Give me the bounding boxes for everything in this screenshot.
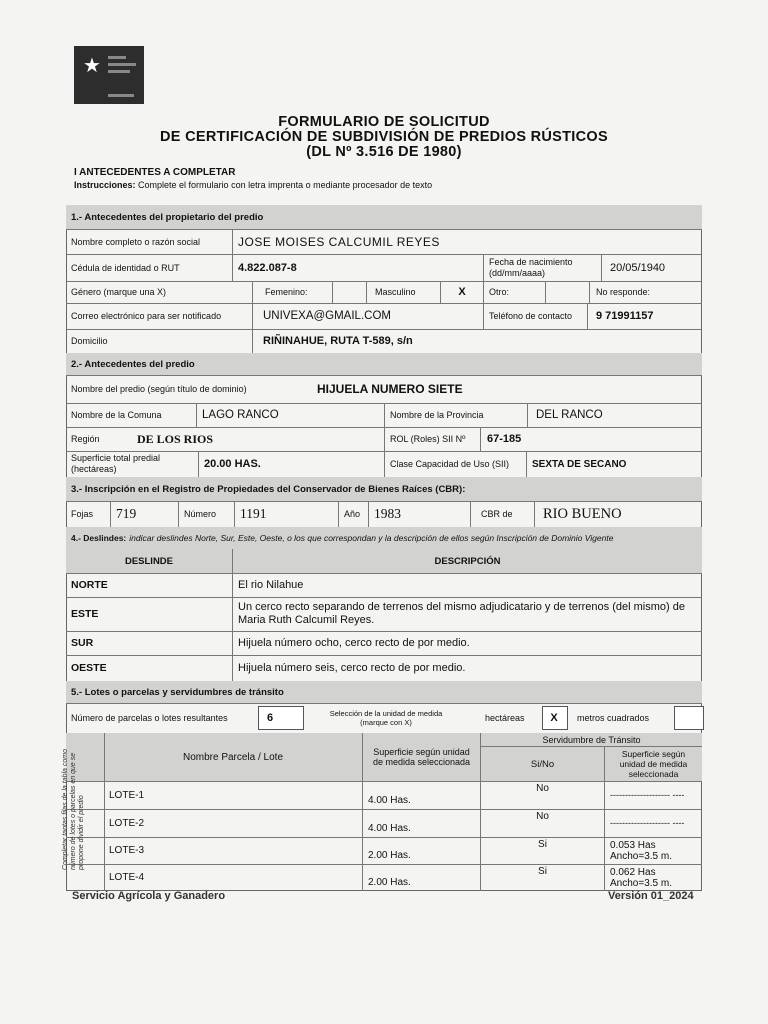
s1-rut-row [66,254,702,282]
lots-header [66,733,702,782]
section-heading: I ANTECEDENTES A COMPLETAR [74,167,236,178]
instructions-text: Complete el formulario con letra imprenta o mediante procesador de texto [138,180,433,190]
s4-header: 4.- Deslindes: indicar deslindes Norte, Sur, Este, Oeste, o los que correspondan y la descripción de ellos según Inscripción de Dominio Vigente [66,527,702,550]
title-line-3: (DL Nº 3.516 DE 1980) [306,144,462,160]
s2-region-row [66,427,702,452]
cbr-value[interactable]: RIO BUENO [534,501,702,527]
lot-row: LOTE-2 4.00 Has. No -------------------- ---- [66,809,702,838]
region-value[interactable]: DE LOS RIOS [137,431,214,446]
s4-row-sur: SUR Hijuela número ocho, cerco recto de por medio. [66,631,702,656]
hect-mark[interactable]: X [550,712,558,724]
s4-row-oeste: OESTE Hijuela número seis, cerco recto de por medio. [66,655,702,682]
rut-value[interactable]: 4.822.087-8 [232,254,483,281]
s1-email-row [66,303,702,330]
provincia-value[interactable]: DEL RANCO [527,403,702,427]
address-label: Domicilio [71,336,108,346]
fojas-value[interactable]: 719 [110,501,178,527]
col-sino: Si/No [480,747,604,781]
col-serv-surface: Superficie según unidad de medida seleccionada [604,747,702,781]
other-label: Otro: [483,281,545,303]
instructions-label: Instrucciones: [74,180,136,190]
s3-header: 3.- Inscripción en el Registro de Propiedades del Conservador de Bienes Raíces (CBR): [66,477,702,502]
s1-header: 1.- Antecedentes del propietario del predio [66,205,702,230]
phone-label: Teléfono de contacto [483,303,587,329]
female-label: Femenino: [252,281,332,303]
birth-label: Fecha de nacimiento (dd/mm/aaaa) [483,254,601,281]
col-surface: Superficie según unidad de medida seleccionada [362,733,480,781]
sag-logo [74,46,144,104]
title-line-1: FORMULARIO DE SOLICITUD [278,114,490,130]
lot-row: LOTE-3 2.00 Has. Si 0.053 Has Ancho=3.5 m. [66,837,702,865]
anio-value[interactable]: 1983 [368,501,470,527]
s2-surface-row [66,451,702,478]
rol-value[interactable]: 67-185 [480,427,702,451]
footer-left: Servicio Agrícola y Ganadero [72,890,226,902]
predio-name-label: Nombre del predio (según título de dominio) [71,384,247,394]
m2-label: metros cuadrados [577,713,650,723]
s3-row [66,501,702,528]
hect-label: hectáreas [485,713,525,723]
s1-gender-row [66,281,702,304]
count-label: Número de parcelas o lotes resultantes [71,713,228,723]
fojas-label: Fojas [71,509,94,519]
numero-label: Número [178,501,234,527]
other-box[interactable] [545,281,589,303]
col-deslinde: DESLINDE [124,555,174,567]
male-mark[interactable]: X [440,281,483,303]
predio-name-value[interactable]: HIJUELA NUMERO SIETE [317,382,463,396]
col-descripcion: DESCRIPCIÓN [232,549,702,573]
comuna-label: Nombre de la Comuna [71,410,162,420]
s4-row-norte: NORTE El rio Nilahue [66,573,702,598]
name-label: Nombre completo o razón social [71,236,201,247]
name-value[interactable]: JOSE MOISES CALCUMIL REYES [232,229,702,254]
star-icon: ★ [83,55,101,77]
s2-name-row [66,375,702,404]
email-label: Correo electrónico para ser notificado [71,311,222,321]
anio-label: Año [338,501,368,527]
comuna-value[interactable]: LAGO RANCO [196,403,384,427]
lot-row: LOTE-1 4.00 Has. No -------------------- ---- [66,781,702,810]
female-box[interactable] [332,281,366,303]
surface-label: Superficie total predial (hectáreas) [71,453,161,474]
s1-name-row [66,229,702,255]
region-label: Región [71,434,100,444]
gender-label: Género (marque una X) [71,287,167,297]
numero-value[interactable]: 1191 [234,501,338,527]
s4-row-este: ESTE Un cerco recto separando de terrenos del mismo adjudicatario y de terrenos (del mismo) de Maria Ruth Calcumil Reyes. [66,597,702,632]
clase-label: Clase Capacidad de Uso (SII) [384,451,526,477]
birth-value[interactable]: 20/05/1940 [601,254,702,281]
noresp-label: No responde: [589,281,702,303]
footer-right: Versión 01_2024 [608,890,694,902]
rol-label: ROL (Roles) SII Nº [384,427,480,451]
col-servidumbre: Servidumbre de Tránsito [480,733,702,747]
male-label: Masculino [366,281,440,303]
email-value[interactable]: UNIVEXA@GMAIL.COM [252,303,483,329]
title-line-2: DE CERTIFICACIÓN DE SUBDIVISIÓN DE PREDIOS RÚSTICOS [160,129,608,145]
clase-value[interactable]: SEXTA DE SECANO [526,451,702,477]
address-value[interactable]: RIÑINAHUE, RUTA T-589, s/n [252,329,702,353]
s5-header: 5.- Lotes o parcelas y servidumbres de tránsito [66,681,702,704]
rut-label: Cédula de identidad o RUT [71,262,180,273]
m2-box[interactable] [674,706,704,730]
instructions [74,180,432,190]
s2-comuna-row [66,403,702,428]
phone-value[interactable]: 9 71991157 [587,303,702,329]
provincia-label: Nombre de la Provincia [384,403,527,427]
unit-label: Selección de la unidad de medida (marque con X) [329,709,443,727]
s5-count-row [66,703,702,734]
lot-row: LOTE-4 2.00 Has. Si 0.062 Has Ancho=3.5 m. [66,864,702,891]
surface-value[interactable]: 20.00 HAS. [198,451,384,477]
side-note: Completar tantas filas de la tabla como número de lotes o parcelas en que se propone dividir el predio [62,748,85,870]
count-value[interactable]: 6 [267,712,274,724]
cbr-label: CBR de [470,501,534,527]
s2-header: 2.- Antecedentes del predio [66,353,702,376]
s1-address-row [66,329,702,354]
col-name: Nombre Parcela / Lote [182,751,284,763]
s4-columns [66,549,702,574]
